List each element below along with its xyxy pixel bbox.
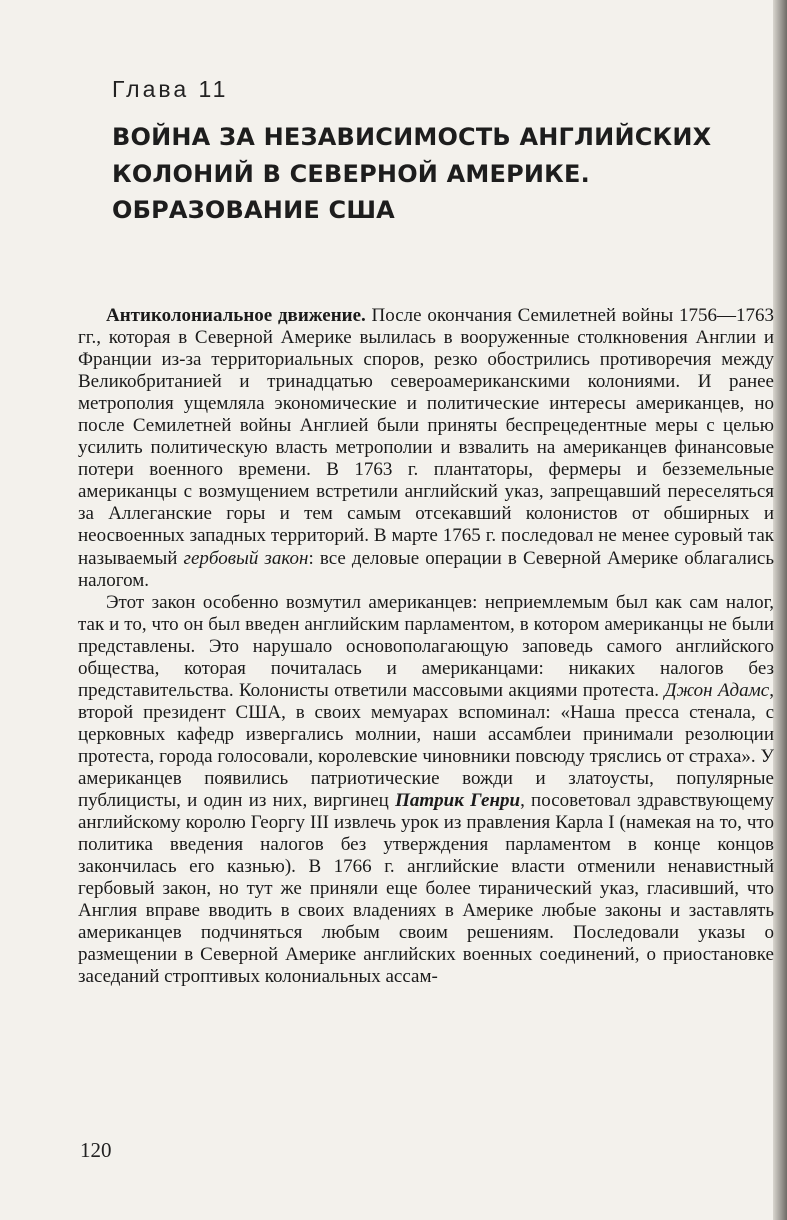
paragraph-2-text-a: Этот закон особенно возмутил американцев: неприемлемым был как сам налог, так и то, что он был введен английским парламентом, в котором американцы не были представлены. Это нарушало основополагающую заповедь самого английского общества, которая почиталась и американцами: никаких налогов без представительства. Колонисты ответили массовыми акциями протеста. — [78, 591, 774, 701]
paragraph-2-text-c: , посоветовал здравствующему английскому королю Георгу III извлечь урок из правления Карла I (намекая на то, что политика введения налогов без утверждения парламентом в конце концов закончилась его казнью). В 1766 г. английские власти отменили ненавистный гербовый закон, но тут же приняли еще более тиранический указ, гласивший, что Англия вправе вводить в своих владениях в Америке любые законы и заставлять американцев подчиняться любым своим решениям. Последовали указы о размещении в Северной Америке английских военных соединений, о приостановке заседаний строптивых колониальных ассам- — [78, 790, 774, 988]
paragraph-2-text-b: , второй президент США, в своих мемуарах вспоминал: «Наша пресса стенала, с церковных кафедр извергались молнии, наши ассамблеи принимали резолюции протеста, города голосовали, королевские чиновники повсюду тряслись от страха». У американцев появились патриотические вожди и златоусты, популярные публицисты, и один из них, виргинец — [78, 679, 774, 812]
paragraph-1 — [78, 305, 774, 592]
page-number: 120 — [80, 1138, 112, 1162]
paragraph-1-text-b: : все деловые операции в Северной Америке облагались налогом. — [78, 547, 775, 591]
term-stamp-act: гербовый закон — [183, 547, 309, 569]
chapter-title-line-1: ВОЙНА ЗА НЕЗАВИСИМОСТЬ АНГЛИЙСКИХ — [112, 123, 712, 151]
chapter-label: Глава 11 — [112, 76, 229, 102]
body-text — [78, 305, 774, 988]
chapter-title-line-3: ОБРАЗОВАНИЕ США — [112, 196, 395, 224]
chapter-title — [112, 119, 712, 229]
section-heading: Антиколониальное движение. — [106, 305, 366, 326]
paragraph-1-text-a: После окончания Семилетней войны 1756—1763 гг., которая в Северной Америке вылилась в вооруженные столкновения Англии и Франции из-за территориальных споров, резко обострились противоречия между Великобританией и тринадцатью североамериканскими колониями. И ранее метрополия ущемляла экономические и политические интересы американцев, но после Семилетней войны Англией были приняты беспрецедентные меры с целью усилить политическую власть метрополии и взвалить на американцев финансовые потери военного времени. В 1763 г. плантаторы, фермеры и безземельные американцы с возмущением встретили английский указ, запрещавший переселяться за Аллеганские горы и тем самым отсекавший колонистов от обширных и неосвоенных западных территорий. В марте 1765 г. последовал не менее суровый так называемый — [78, 305, 775, 569]
chapter-title-line-2: КОЛОНИЙ В СЕВЕРНОЙ АМЕРИКЕ. — [112, 159, 590, 188]
person-patrick-henry: Патрик Генри — [395, 790, 521, 812]
paragraph-2 — [78, 592, 774, 989]
page-edge — [773, 0, 787, 1220]
person-john-adams: Джон Адамс — [664, 679, 770, 701]
